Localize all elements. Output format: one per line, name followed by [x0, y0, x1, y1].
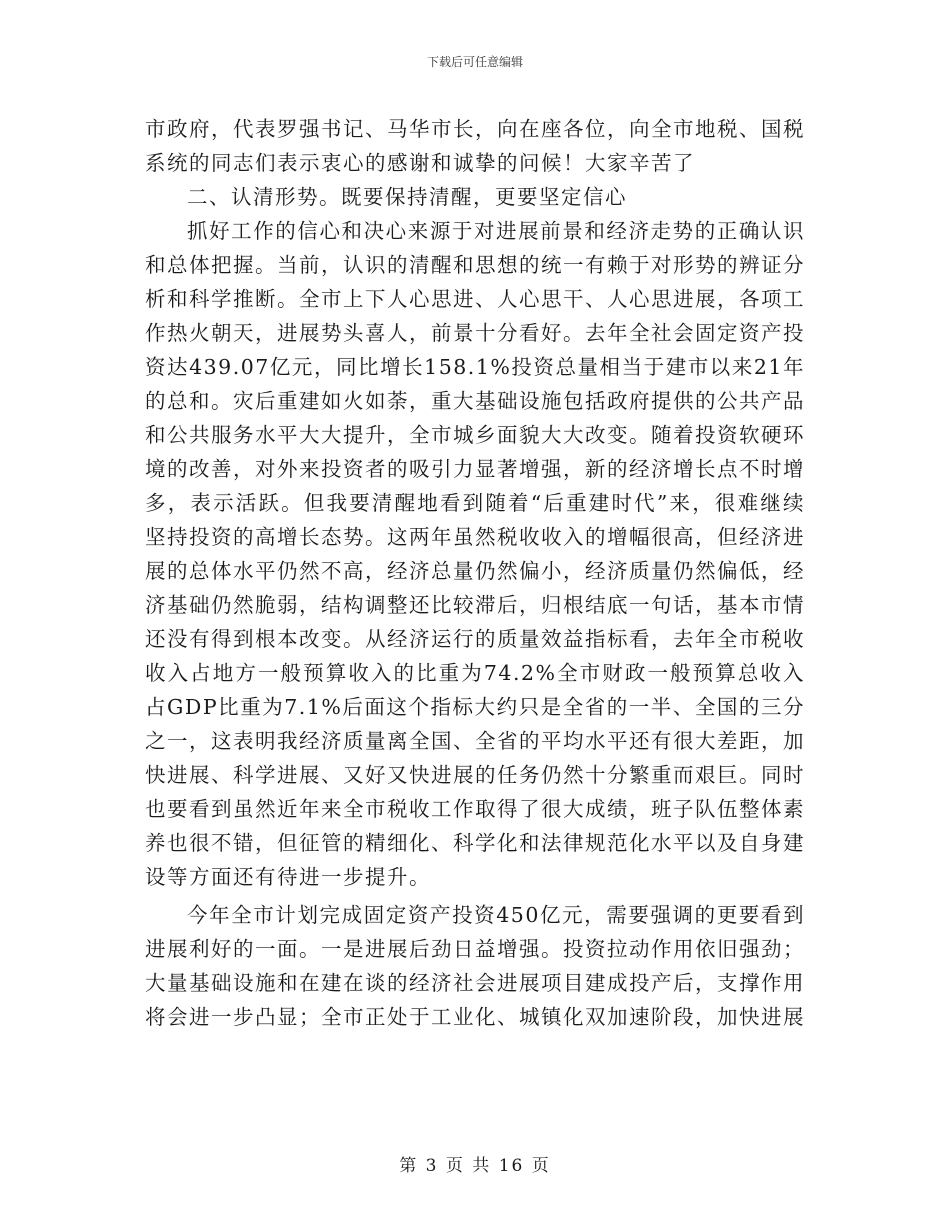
- document-body: [145, 112, 805, 1034]
- paragraph-investment-plan: 今年全市计划完成固定资产投资450亿元，需要强调的更要看到进展利好的一面。一是进展后劲日益增强。投资拉动作用依旧强劲；大量基础设施和在建在谈的经济社会进展项目建成投产后，支撑作用将会进一步凸显；全市正处于工业化、城镇化双加速阶段，加快进展: [145, 903, 805, 1029]
- paragraph-situation-analysis: 抓好工作的信心和决心来源于对进展前景和经济走势的正确认识和总体把握。当前，认识的清醒和思想的统一有赖于对形势的辨证分析和科学推断。全市上下人心思进、人心思干、人心思进展，各项工作热火朝天，进展势头喜人，前景十分看好。去年全社会固定资产投资达439.07亿元，同比增长158.1%投资总量相当于建市以来21年的总和。灾后重建如火如荼，重大基础设施包括政府提供的公共产品和公共服务水平大大提升，全市城乡面貌大大改变。随着投资软硬环境的改善，对外来投资者的吸引力显著增强，新的经济增长点不时增多，表示活跃。但我要清醒地看到随着“后重建时代”来，很难继续坚持投资的高增长态势。这两年虽然税收收入的增幅很高，但经济进展的总体水平仍然不高，经济总量仍然偏小，经济质量仍然偏低，经济基础仍然脆弱，结构调整还比较滞后，归根结底一句话，基本市情还没有得到根本改变。从经济运行的质量效益指标看，去年全市税收收入占地方一般预算收入的比重为74.2%全市财政一般预算总收入占GDP比重为7.1%后面这个指标大约只是全省的一半、全国的三分之一，这表明我经济质量离全国、全省的平均水平还有很大差距，加快进展、科学进展、又好又快进展的任务仍然十分繁重而艰巨。同时也要看到虽然近年来全市税收工作取得了很大成绩，班子队伍整体素养也很不错，但征管的精细化、科学化和法律规范化水平以及自身建设等方面还有待进一步提升。: [145, 219, 805, 889]
- paragraph-continuation: 市政府，代表罗强书记、马华市长，向在座各位，向全市地税、国税系统的同志们表示衷心的感谢和诚挚的问候！大家辛苦了: [145, 117, 805, 175]
- page-header-note: 下载后可任意编辑: [426, 55, 523, 69]
- page-number: 第 3 页 共 16 页: [399, 1156, 551, 1176]
- section-heading: 二、认清形势。既要保持清醒，更要坚定信心: [187, 185, 627, 209]
